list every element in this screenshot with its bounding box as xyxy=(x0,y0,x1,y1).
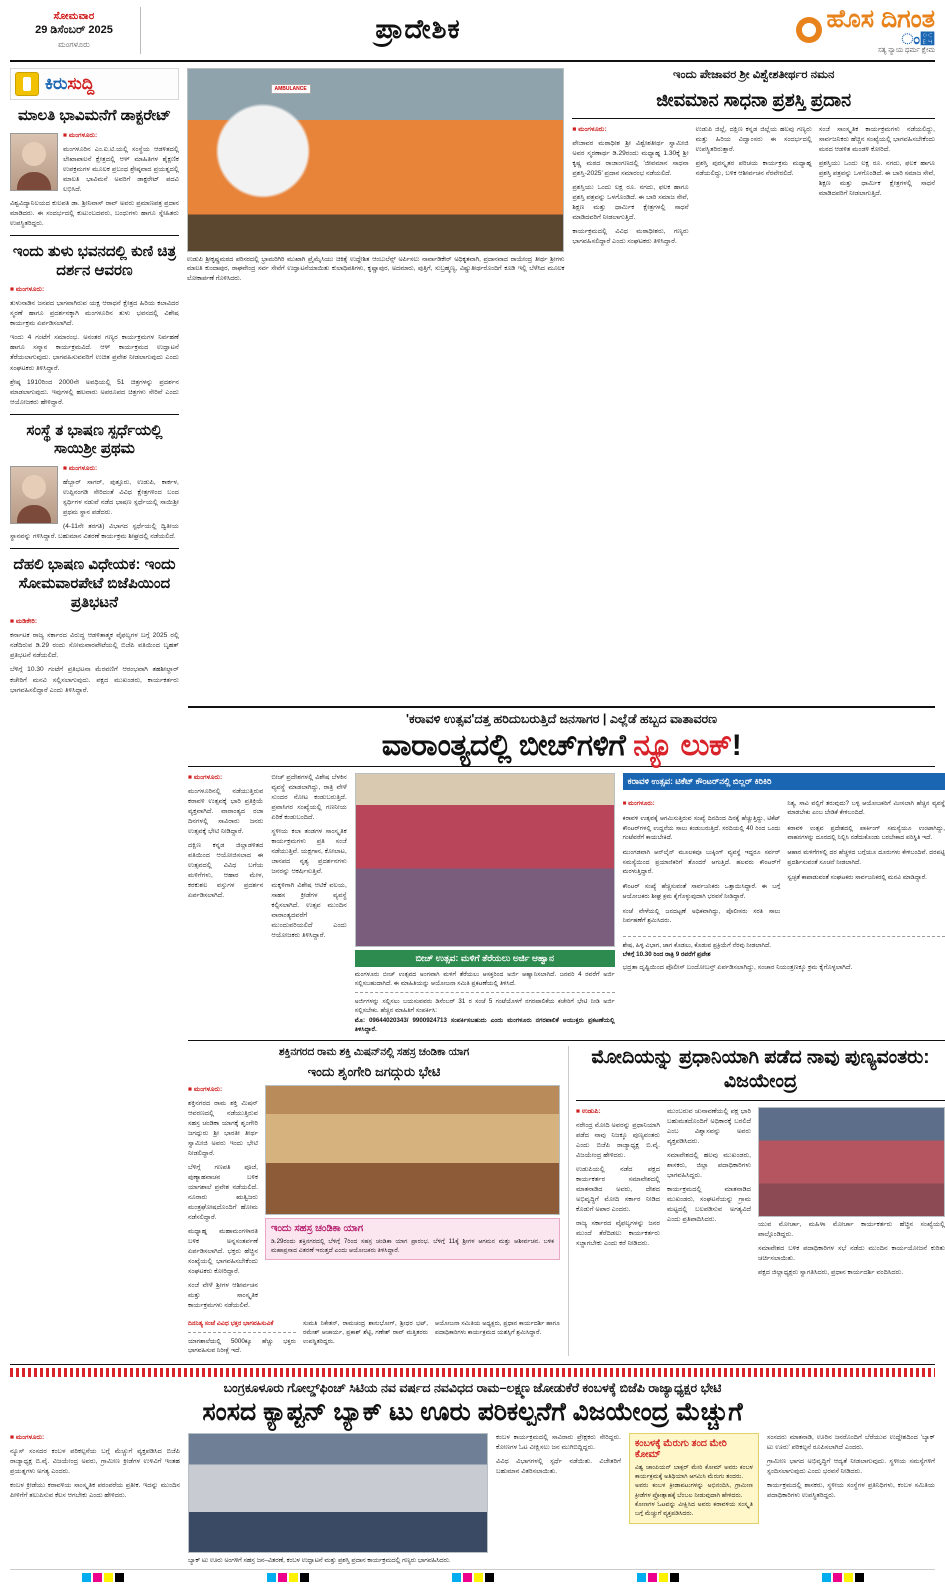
feature-p2: ದಕ್ಷಿಣ ಕನ್ನಡ ಜಿಲ್ಲಾಡಳಿತದ ವತಿಯಿಂದ ಆಯೋಜಿಸಲಾದ ಈ ಉತ್ಸವದಲ್ಲಿ ವಿವಿಧ ಬಗೆಯ ಮಳಿಗೆಗಳು, ಆಹಾರ ಮೇಳ, ಕರಕುಶಲ ವಸ್ತುಗಳ ಪ್ರದರ್ಶನ ಏರ್ಪಡಿಸಲಾಗಿದೆ. xyxy=(188,841,264,899)
band-lead: ಮಂಗಳೂರು: xyxy=(15,1433,45,1441)
yaga-caption-body: ಡಿ.29ರಂದು ಶಕ್ತಿನಗರದಲ್ಲಿ ಬೆಳಿಗ್ಗೆ 7ರಿಂದ ಸಹಸ್ರ ಚಂಡಿಕಾ ಯಾಗ ಪ್ರಾರಂಭ. ಬೆಳಿಗ್ಗೆ 11ಕ್ಕೆ ಶ್ರೀಗಳ ಆಗಮನ ಮತ್ತು ಆಶೀರ್ವಚನ. ಬಳಿಕ ಮಹಾಪ್ರಸಾದ ವಿತರಣೆ ಇರುತ್ತದೆ ಎಂದು ಆಯೋಜಕರು ತಿಳಿಸಿದ್ದಾರೆ. xyxy=(271,1237,554,1254)
yaga-p4: ಸಂಜೆ ವೇಳೆ ಶ್ರೀಗಳ ಆಶೀರ್ವಚನ ಮತ್ತು ಸಾಂಸ್ಕೃತಿಕ ಕಾರ್ಯಕ್ರಮಗಳು ನಡೆಯಲಿವೆ. xyxy=(188,1281,258,1309)
yaga-names-right: ಆಯೋಜನಾ ಸಮಿತಿಯ ಅಧ್ಯಕ್ಷರು, ಪ್ರಧಾನ ಕಾರ್ಯದರ್ಶಿ ಹಾಗೂ ಪದಾಧಿಕಾರಿಗಳು ಕಾರ್ಯಕ್ರಮದ ಯಶಸ್ಸಿಗೆ ಶ್ರಮಿಸಿದ್ದಾರೆ. xyxy=(435,1319,560,1337)
masthead xyxy=(10,0,935,62)
yaga-notes xyxy=(188,1319,560,1356)
yaga-photo xyxy=(265,1085,560,1215)
yaga-p3: ಮಧ್ಯಾಹ್ನ ಮಹಾಮಂಗಳಾರತಿ ಬಳಿಕ ಅನ್ನಸಂತರ್ಪಣೆ ಏರ್ಪಡಿಸಲಾಗಿದೆ. ಭಕ್ತರು ಹೆಚ್ಚಿನ ಸಂಖ್ಯೆಯಲ್ಲಿ ಭಾಗವಹಿಸಬೇಕೆಂದು ಸಂಘಟಕರು ಕೋರಿದ್ದಾರೆ. xyxy=(188,1227,258,1275)
band-yellow-box xyxy=(629,1433,759,1565)
kirusuddi-badge xyxy=(10,68,179,100)
story2-lead: ಮಂಗಳೂರು: xyxy=(15,286,45,294)
yaga-block xyxy=(188,1046,560,1355)
story2-para-1: ತುಳುನಾಡಿನ ಜನಪದ ಭಾಗವಾಗಿರುವ ಯಕ್ಷ ಆರಾಧನೆ ಕ್ಷೇತ್ರದ ಹಿರಿಯ ಕಲಾವಿದರ ಸ್ಮರಣೆ ಹಾಗೂ ಪ್ರದರ್ಶನಕ್ಕಾಗಿ ಮಂಗಳೂರಿನ ತುಳು ಭವನದಲ್ಲಿ ವಿಶೇಷ ಕಾರ್ಯಕ್ರಮ ಏರ್ಪಡಿಸಲಾಗಿದೆ. xyxy=(10,300,179,328)
ticket-a1: ಕರಾವಳಿ ಉತ್ಸವಕ್ಕೆ ಆಗಮಿಸುತ್ತಿರುವ ಸಂಖ್ಯೆ ದಿನದಿಂದ ದಿನಕ್ಕೆ ಹೆಚ್ಚುತ್ತಿದ್ದು, ಟಿಕೆಟ್ ಕೌಂಟರ್‌ಗಳಲ್ಲಿ ಉದ್ದನೆಯ ಸಾಲು ಕಂಡುಬರುತ್ತಿದೆ. ಸರದಿಯಲ್ಲಿ 40 ರಿಂದ ಒಂದು ಗಂಟೆವರೆಗೆ ಕಾಯಬೇಕಿದೆ. xyxy=(622,815,781,841)
band-p6: ಗ್ರಾಮೀಣ ಭಾಗದ ಅಭಿವೃದ್ಧಿಗೆ ಆದ್ಯತೆ ನೀಡಲಾಗುವುದು. ಸ್ಥಳೀಯ ಸಮಸ್ಯೆಗಳಿಗೆ ಸ್ಪಂದಿಸಲಾಗುವುದು ಎಂದು ಭರವಸೆ ನೀಡಿದರು. xyxy=(767,1457,935,1475)
marykom-p2: ಅವರು ಕಂಬಳ ಕ್ರೀಡಾಪಟುಗಳನ್ನು ಅಭಿನಂದಿಸಿ, ಗ್ರಾಮೀಣ ಕ್ರೀಡೆಗಳ ಪ್ರೋತ್ಸಾಹಕ್ಕೆ ಬೆಂಬಲ ನೀಡುವುದಾಗಿ ಹೇಳಿದರು. xyxy=(635,1482,753,1499)
yaga-note-col xyxy=(188,1319,296,1356)
yaga-photo-col xyxy=(265,1085,560,1315)
yaga-p2: ಬೆಳಿಗ್ಗೆ ಗಣಪತಿ ಪೂಜೆ, ಪುಣ್ಯಾಹವಾಚನ ಬಳಿಕ ಯಾಗಶಾಲೆ ಪ್ರವೇಶ ನಡೆಯಲಿದೆ. ನೂರಾರು ಋತ್ವಿಜರು ಮಂತ್ರಘೋಷದೊಂದಿಗೆ ಹೋಮ ನಡೆಸಲಿದ್ದಾರೆ. xyxy=(188,1163,258,1221)
modi-lead: ಉಡುಪಿ: xyxy=(581,1107,601,1115)
yaga-headline: ಇಂದು ಶೃಂಗೇರಿ ಜಗದ್ಗುರು ಭೇಟಿ xyxy=(307,1064,441,1080)
date-block xyxy=(10,7,141,54)
ticket-b3: ಆಹಾರ ಮಳಿಗೆಗಳಲ್ಲಿ ದರ ಹೆಚ್ಚಳದ ಬಗ್ಗೆಯೂ ದೂರುಗಳು ಕೇಳಿಬಂದಿವೆ. ದರಪಟ್ಟಿ ಪ್ರದರ್ಶಿಸುವಂತೆ ಸೂಚನೆ ನೀಡಲಾಗಿದೆ. xyxy=(787,849,945,866)
prashasti-l-p1: ಪೇಜಾವರ ಮಠಾಧೀಶ ಶ್ರೀ ವಿಶ್ವೇಶತೀರ್ಥ ಸ್ವಾಮೀಜಿ ಅವರ ಸ್ಮರಣಾರ್ಥ ಡಿ.29ರಂದು ಮಧ್ಯಾಹ್ನ 1.30ಕ್ಕೆ ಶ್ರೀ ಕೃಷ್ಣ ಮಠದ ರಾಜಾಂಗಣದಲ್ಲಿ 'ಜೀವಮಾನ ಸಾಧನಾ ಪ್ರಶಸ್ತಿ-2025' ಪ್ರದಾನ ಸಮಾರಂಭ ನಡೆಯಲಿದೆ. xyxy=(572,139,689,177)
modi-p6: ಕಾರ್ಯಕ್ರಮದಲ್ಲಿ ಮಾತನಾಡಿದ ಮುಖಂಡರು, ಸಂಘಟನೆಯನ್ನು ಗ್ರಾಮ ಮಟ್ಟದಲ್ಲಿ ಬಲಪಡಿಸುವ ಅಗತ್ಯವಿದೆ ಎಂದು ಪ್ರತಿಪಾದಿಸಿದರು. xyxy=(667,1185,751,1223)
story2-para-3: ಶ್ರೇಷ್ಠ 1910ರಿಂದ 2000ನೇ ಅವಧಿಯಲ್ಲಿ 51 ಚಿತ್ರಗಳನ್ನು ಪ್ರದರ್ಶನ ಮಾಡಲಾಗುವುದು. ಇವುಗಳಲ್ಲಿ ಹಲವಾರು ಅಪರೂಪದ ಚಿತ್ರಗಳು ಸೇರಿವೆ ಎಂದು ಆಯೋಜಕರು ಹೇಳಿದ್ದಾರೆ. xyxy=(10,378,179,406)
story1-lead: ಮಂಗಳೂರು: xyxy=(68,131,98,139)
ticket-box-title: ಕರಾವಳಿ ಉತ್ಸವ: ಟಿಕೆಟ್ ಕೌಂಟರ್‌ನಲ್ಲಿ ಬಿಲ್ಲರ್ ಕಿರಿಕಿರಿ xyxy=(623,773,945,790)
prashasti-col-left xyxy=(572,125,688,251)
feature-block xyxy=(188,706,935,767)
feature-col2-text xyxy=(271,773,346,941)
divider xyxy=(572,118,935,119)
ticket-col-b xyxy=(787,793,945,932)
story1-headline: ಮಾಲತಿ ಭಾವಿಮನೆಗೆ ಡಾಕ್ಟರೇಟ್ xyxy=(17,107,171,124)
prashasti-r-p2: ಪ್ರಶಸ್ತಿಯು ಒಂದು ಲಕ್ಷ ರೂ. ನಗದು, ಫಲಕ ಹಾಗೂ ಪ್ರಶಸ್ತಿ ಪತ್ರವನ್ನು ಒಳಗೊಂಡಿದೆ. ಈ ಬಾರಿ ಸಮಾಜ ಸೇವೆ, ಶಿಕ್ಷಣ ಮತ್ತು ಧಾರ್ಮಿಕ ಕ್ಷೇತ್ರಗಳಲ್ಲಿ ಸಾಧನೆ ಮಾಡಿದವರಿಗೆ ನೀಡಲಾಗುತ್ತಿದೆ. xyxy=(818,159,936,197)
story1-para-1: ಮಂಗಳೂರಿನ ಎಂ.ಐ.ಟಿ.ಯಲ್ಲಿ ಸಂಸ್ಥೆಯ ಆಡಳಿತದಲ್ಲಿ ಲೇಖಾಪಾಲನೆ ಕ್ಷೇತ್ರದಲ್ಲಿ ಆಳ್ ಮಾಹಿತಿಗಳ ಶೈಕ್ಷಣಿಕ ಉಪಕ್ರಮಗಳ ಮೂಲಕ ಪ್ರಬಂಧ ಶ್ರೇಷ್ಠವಾದ ಪ್ರಯತ್ನದಲ್ಲಿ ಮಾಲತಿ ಭಾವಿಮನೆ ಅವರಿಗೆ ಡಾಕ್ಟರೇಟ್ ಪದವಿ ಲಭಿಸಿದೆ. xyxy=(63,145,179,193)
yaga-names-left: ಸುಮತಿ ನಿಕೇತನ್, ರಾಮಚಂದ್ರ ಶಾನುಭೋಗ್, ಶ್ರೀಧರ ಭಟ್, ರಮೇಶ್ ಆಚಾರ್ಯ, ಪ್ರಕಾಶ್ ಶೆಟ್ಟಿ, ಗಣೇಶ್ ರಾವ್ ಮತ್ತಿತರರು ಉಪಸ್ಥಿತರಿದ್ದರು. xyxy=(303,1319,428,1346)
cmyk-marks-2 xyxy=(267,1573,309,1582)
logo-icon xyxy=(796,17,822,43)
feature-lead: ಮಂಗಳೂರು: xyxy=(193,773,223,781)
modi-block xyxy=(568,1046,945,1355)
story1-body xyxy=(10,131,179,229)
divider xyxy=(355,992,615,993)
portrait-photo-1 xyxy=(10,133,58,191)
meeting-photo xyxy=(758,1107,945,1217)
badge-part1: ಕಿರು xyxy=(45,74,68,93)
fair-caption-body: ಮಂಗಳೂರು ಬೀಚ್ ಉತ್ಸವದ ಅಂಗವಾಗಿ ಮಳಿಗೆ ತೆರೆಯಲು ಆಸಕ್ತರಿಂದ ಅರ್ಜಿ ಆಹ್ವಾನಿಸಲಾಗಿದೆ. ಜನವರಿ 4 ರವರೆಗೆ ಅರ್ಜಿ ಸಲ್ಲಿಸಬಹುದಾಗಿದೆ. ಈ ಮಾಹಿತಿಯನ್ನು ಆಯೋಜನಾ ಸಮಿತಿ ಪ್ರಕಟಣೆಯಲ್ಲಿ ತಿಳಿಸಿದೆ. xyxy=(354,970,615,987)
modi-text-col-2 xyxy=(667,1107,751,1282)
ticket-box-columns xyxy=(623,793,945,932)
yaga-columns xyxy=(188,1085,560,1315)
story3-headline: ಸಂಸ್ಥೆ ತ ಭಾಷಣ ಸ್ಪರ್ಧೆಯಲ್ಲಿ ಸಾಯಿಶ್ರೀ ಪ್ರಥಮ xyxy=(26,421,163,458)
story3-body xyxy=(10,464,179,542)
news-icon xyxy=(15,72,39,96)
ticket-b1: ನಿತ್ಯ, ಸಾವಿ ವಲ್ಪಿಗೆ ತರುವುದು? ಬಳ್ಳಿ ಆಯೋಜಕರಿಗೆ ಮೀಸಲಾಗಿ ಹೆಚ್ಚಿನ ವ್ಯವಸ್ಥೆ ಮಾಡಬೇಕು ಎಂಬ ಬೇಡಿಕೆ ಕೇಳಿಬಂದಿದೆ. xyxy=(787,799,945,817)
yaga-caption-title: ಇಂದು ಸಹಸ್ರ ಚಂಡಿಕಾ ಯಾಗ xyxy=(271,1222,364,1234)
story3-para-1: ಹೆಬ್ಬಾರ್ ಸಾಗರ್, ಪುತ್ತೂರು, ಉಡುಪಿ, ಕಾರ್ಕಳ, ಉಪ್ಪಿನಂಗಡಿ ಸೇರಿದಂತೆ ವಿವಿಧ ಕ್ಷೇತ್ರಗಳಿಂದ ಬಂದ ಸ್ಪರ್ಧಿಗಳ ನಡುವೆ ನಡೆದ ಭಾಷಣ ಸ್ಪರ್ಧೆಯಲ್ಲಿ ಸಾಯಿಶ್ರೀ ಪ್ರಥಮ ಸ್ಥಾನ ಪಡೆದರು. xyxy=(63,479,179,517)
cmyk-marks-3 xyxy=(452,1573,494,1582)
ticket-a3: ಕೌಂಟರ್ ಸಂಖ್ಯೆ ಹೆಚ್ಚಿಸುವಂತೆ ಸಾರ್ವಜನಿಕರು ಒತ್ತಾಯಿಸಿದ್ದಾರೆ. ಈ ಬಗ್ಗೆ ಆಯೋಜಕರು ಶೀಘ್ರ ಕ್ರಮ ಕೈಗೊಳ್ಳುವುದಾಗಿ ಭರವಸೆ ನೀಡಿದ್ದಾರೆ. xyxy=(622,883,781,900)
feature-text-col-1 xyxy=(188,773,263,1035)
band-col-3 xyxy=(496,1433,621,1565)
marykom-title: ಕಂಬಳಕ್ಕೆ ಮೆರುಗು ತಂದ ಮೇರಿ ಕೋಮ್ xyxy=(635,1437,727,1460)
fair-caption-title: ಬೀಚ್ ಉತ್ಸವ: ಮಳಿಗೆ ತೆರೆಯಲು ಅರ್ಜಿ ಆಹ್ವಾನ xyxy=(355,950,615,967)
prashasti-m-p2: ಪ್ರಶಸ್ತಿ ಪುರಸ್ಕೃತರ ಪರಿಚಯ ಕಾರ್ಯಕ್ರಮ ಮಧ್ಯಾಹ್ನ ನಡೆಯಲಿದ್ದು, ಬಳಿಕ ಆಶೀರ್ವಚನ ನೆರವೇರಲಿದೆ. xyxy=(695,159,812,177)
band-col3-text xyxy=(496,1433,621,1477)
modi-p7: ಯುವ ಮೋರ್ಚಾ, ಮಹಿಳಾ ಮೋರ್ಚಾ ಕಾರ್ಯಕರ್ತರು ಹೆಚ್ಚಿನ ಸಂಖ್ಯೆಯಲ್ಲಿ ಪಾಲ್ಗೊಂಡಿದ್ದರು. xyxy=(758,1220,945,1238)
prashasti-col-right xyxy=(819,125,935,251)
decor-stripe-1 xyxy=(10,1368,935,1377)
story3-lead: ಮಂಗಳೂರು: xyxy=(68,465,98,473)
brand-logo xyxy=(695,4,935,54)
band-p5: ಸಂಸದರು ಮಾತನಾಡಿ, ಊರಿನ ಜನರೊಂದಿಗೆ ಬೆರೆಯುವ ಉದ್ದೇಶದಿಂದ 'ಬ್ಯಾಕ್ ಟು ಊರು' ಪರಿಕಲ್ಪನೆ ರೂಪಿಸಲಾಗಿದೆ ಎಂದರು. xyxy=(767,1433,935,1451)
color-registration-marks xyxy=(10,1569,935,1584)
ambulance-photo-caption: ಉಡುಪಿ ಶ್ರೀಕೃಷ್ಣಮಠದ ಪರಿಸರದಲ್ಲಿ ಭ್ರಾಮರಿಗಿರಿ ಮುಖಾಗಿ ಪ್ರೈಮೈಸಿಯು ಚಿಕಿತ್ಸೆ ಉದ್ದೇಶಿತ ಆಂಬುಲೆನ್ಸ್ ಅರ್ಪಿಸಲು ನಾರ್ವಾಡಿಕೇರ್ ಅಧಿಕೃತವಾಗಿ, ಪ್ರದಾನವಾದ ರಾಯೇಂದ್ರ ತೀರ್ಥ ಶ್ರೀಗಳು ಮಾಲತಿ ಕುಂದಾಪುರ, ರಾಘವೇಂದ್ರ ಸರ್ವ ಸೇವೆಗೆ ಉದ್ಘಾಟನೆಯಾಯಿತು ಕುಲಾಧಿಪತಿಗಳು, ಕೃಷ್ಣಾಪುರ, ಅದಮಾರು, ಪುತ್ತಿಗೆ, ಸುಬ್ರಹ್ಮಣ್ಯ, ವಿಷ್ಣುತೀರ್ಥರೊಂದಿಗೆ ಕೂಡಿ ಇಲ್ಲಿ ಬೆಳೆಸಿದ ಮೂಲಕ ಲೋಕಾರ್ಪಣೆ ಗೊಳಿಸಿದರು. xyxy=(186,256,565,282)
band-p1: ನ್ಯೂಸ್ ಸಂಸದರ ಕಂಬಳ ಪರಿಕಲ್ಪನೆಯ ಬಗ್ಗೆ ಮೆಚ್ಚುಗೆ ವ್ಯಕ್ತಪಡಿಸಿದ ಬಿಜೆಪಿ ರಾಜ್ಯಾಧ್ಯಕ್ಷ ಬಿ.ವೈ. ವಿಜಯೇಂದ್ರ ಅವರು, ಗ್ರಾಮೀಣ ಕ್ರೀಡೆಗಳ ಉಳಿವಿಗೆ ಇಂತಹ ಪ್ರಯತ್ನಗಳು ಅಗತ್ಯ ಎಂದರು. xyxy=(10,1447,180,1475)
ticket-b2: ಕರಾವಳಿ ಉತ್ಸವ ಪ್ರದೇಶದಲ್ಲಿ ಪಾರ್ಕಿಂಗ್ ಸಮಸ್ಯೆಯೂ ಉಂಟಾಗಿದ್ದು, ವಾಹನಗಳನ್ನು ದೂರದಲ್ಲಿ ನಿಲ್ಲಿಸಿ ನಡೆದುಕೊಂಡು ಬರಬೇಕಾದ ಪರಿಸ್ಥಿತಿ ಇದೆ. xyxy=(787,824,945,841)
feature-col1-text xyxy=(188,773,263,901)
ticket-a2: ಮುಂಗಡವಾಗಿ ಆನ್‌ಲೈನ್ ಮೂಲಕವೂ ಬುಕ್ಕಿಂಗ್ ವ್ಯವಸ್ಥೆ ಇದ್ದರೂ ಸರ್ವರ್ ಸಮಸ್ಯೆಯಿಂದ ಪ್ರಯಾಣಿಕರಿಗೆ ತೊಂದರೆ ಆಗುತ್ತಿದೆ. ಹಲವರು ಕೌಂಟರ್‌ಗೆ ಮರಳುತ್ತಿದ್ದಾರೆ. xyxy=(622,849,781,875)
ambulance-label: AMBULANCE xyxy=(271,84,311,94)
modi-text-col xyxy=(576,1107,660,1282)
yaga-note-body: ಯಾಗಶಾಲೆಯಲ್ಲಿ 5000ಕ್ಕೂ ಹೆಚ್ಚು ಭಕ್ತರು ಭಾಗವಹಿಸುವ ನಿರೀಕ್ಷೆ ಇದೆ. xyxy=(188,1338,296,1355)
modi-columns xyxy=(576,1107,945,1282)
band-kicker: ಬಂಗ್ರಕೂಳೂರು ಗೋಲ್ಡ್‌ಫಿಂಚ್ ಸಿಟಿಯ ನವ ವರ್ಷದ ನವವಿಧದ ರಾಮ–ಲಕ್ಷ್ಮಣ ಜೋಡುಕೆರೆ ಕಂಬಳಕ್ಕೆ ಬಿಜೆಪಿ ರಾಜ್ಯಾಧ್ಯಕ್ಷರ ಭೇಟಿ xyxy=(223,1380,722,1395)
fair-phones: ಮೊ: 09644020343/ 9900924713 ಸಂಪರ್ಕಿಸಬಹುದು ಎಂದು ಮಂಗಳೂರು ನಗರಪಾಲಿಕೆ ಆಯುಕ್ತರು ಪ್ರಕಟಣೆಯಲ್ಲಿ ತಿಳಿಸಿದ್ದಾರೆ. xyxy=(354,1016,615,1034)
prashasti-m-p1: ಉಡುಪಿ ಜಿಲ್ಲೆ, ದಕ್ಷಿಣ ಕನ್ನಡ ಜಿಲ್ಲೆಯ ಹಲವು ಗಣ್ಯರು ಮತ್ತು ಹಿರಿಯ ವಿದ್ವಾಂಸರು ಈ ಸಂದರ್ಭದಲ್ಲಿ ಉಪಸ್ಥಿತರಿರುತ್ತಾರೆ. xyxy=(695,125,812,153)
yaga-note-title: ದಿನನಿತ್ಯ ಸಂಜೆ ವಿವಿಧ ಭಕ್ತರ ಭಾಗವಹಿಸುವಿಕೆ xyxy=(188,1319,274,1327)
top-section xyxy=(10,68,935,700)
ticket-b4: ಸ್ವಚ್ಛತೆ ಕಾಪಾಡುವಂತೆ ಸಂಘಟಕರು ಸಾರ್ವಜನಿಕರಲ್ಲಿ ಮನವಿ ಮಾಡಿದ್ದಾರೆ. xyxy=(787,874,927,882)
band-p3: ಕಂಬಳ ಕಾರ್ಯಕ್ರಮದಲ್ಲಿ ಸಾವಿರಾರು ಪ್ರೇಕ್ಷಕರು ಸೇರಿದ್ದರು. ಕೋಣಗಳ ಓಟ ವೀಕ್ಷಿಸಲು ಜನ ಮುಗಿಬಿದ್ದಿದ್ದರು. xyxy=(496,1433,621,1451)
prashasti-headline: ಜೀವಮಾನ ಸಾಧನಾ ಪ್ರಶಸ್ತಿ ಪ್ರದಾನ xyxy=(656,90,852,111)
feature-p3: ಬೀಚ್ ಪ್ರದೇಶಗಳಲ್ಲಿ ವಿಶೇಷ ಬೆಳಕಿನ ವ್ಯವಸ್ಥೆ ಮಾಡಲಾಗಿದ್ದು, ರಾತ್ರಿ ವೇಳೆ ಸುಂದರ ನೋಟ ಕಂಡುಬರುತ್ತಿದೆ. ಪ್ರವಾಸಿಗರ ಸಂಖ್ಯೆಯಲ್ಲಿ ಗಣನೀಯ ಏರಿಕೆ ಕಂಡುಬಂದಿದೆ. xyxy=(271,773,347,821)
band-p4: ವಿವಿಧ ವಿಭಾಗಗಳಲ್ಲಿ ಸ್ಪರ್ಧೆ ನಡೆಯಿತು. ವಿಜೇತರಿಗೆ ಬಹುಮಾನ ವಿತರಿಸಲಾಯಿತು. xyxy=(496,1457,621,1475)
feature-header xyxy=(188,706,935,767)
ticket-lead: ಮಂಗಳೂರು: xyxy=(628,799,655,807)
prashasti-l-p3: ಕಾರ್ಯಕ್ರಮದಲ್ಲಿ ವಿವಿಧ ಮಠಾಧೀಶರು, ಗಣ್ಯರು ಭಾಗವಹಿಸಲಿದ್ದಾರೆ ಎಂದು ಸಂಘಟಕರು ತಿಳಿಸಿದ್ದಾರೆ. xyxy=(572,228,689,246)
feature-photo-col xyxy=(355,773,615,1035)
prashasti-r-p1: ಸಂಜೆ ಸಾಂಸ್ಕೃತಿಕ ಕಾರ್ಯಕ್ರಮಗಳು ನಡೆಯಲಿದ್ದು, ಸಾರ್ವಜನಿಕರು ಹೆಚ್ಚಿನ ಸಂಖ್ಯೆಯಲ್ಲಿ ಭಾಗವಹಿಸಬೇಕೆಂದು ಮಠದ ಆಡಳಿತ ಮಂಡಳಿ ಕೋರಿದೆ. xyxy=(818,125,936,153)
page-title: ಪ್ರಾದೇಶಿಕ xyxy=(375,14,461,44)
modi-photo-text xyxy=(758,1220,945,1278)
story2-para-2: ಇಂದು 4 ಗಂಟೆಗೆ ಸಮಾರಂಭ. ಅನಂತರ ಗಣ್ಯರ ಕಾರ್ಯಕ್ರಮಗಳ ನಿರ್ವಹಣೆ ಹಾಗೂ ಸನ್ಮಾನ ಕಾರ್ಯಕ್ರಮವಿದೆ. ಆಳ್ ಕಾರ್ಯಕ್ರಮದ ಉದ್ಘಾಟನೆ ತೆರೆಯಲಾಗುವುದು. ಭಾಗವಹಿಸುವವರಿಗೆ ಉಚಿತ ಪ್ರವೇಶ ನೀಡಲಾಗುವುದು ಎಂದು ಸಂಘಟಕರು ತಿಳಿಸಿದ್ದಾರೆ. xyxy=(10,334,179,372)
brand-sub: ಂ಴ xyxy=(901,30,935,48)
edition-city: ಮಂಗಳೂರು xyxy=(58,39,90,49)
feature-headline-end: ! xyxy=(731,728,742,762)
group-photo xyxy=(188,1433,488,1553)
badge-part2: ಸುದ್ದಿ xyxy=(67,74,95,93)
yaga-text-col xyxy=(188,1085,258,1315)
story4-body xyxy=(10,617,179,695)
story2-headline: ಇಂದು ತುಳು ಭವನದಲ್ಲಿ ಕುಣಿ ಚಿತ್ರ ದರ್ಶನ ಆವರಣ xyxy=(12,242,177,279)
band-col-1 xyxy=(10,1433,180,1565)
prashasti-kicker: ಇಂದು ಪೇಜಾವರ ಶ್ರೀ ವಿಶ್ವೇಶತೀರ್ಥರ ನಮನ xyxy=(673,69,835,81)
ticket-a4: ಸಂಜೆ ವೇಳೆಯಲ್ಲಿ ಜನದಟ್ಟಣೆ ಅಧಿಕವಾಗಿದ್ದು, ಪೊಲೀಸರು ಸರತಿ ಸಾಲು ನಿರ್ವಹಣೆಗೆ ಶ್ರಮಿಸಿದರು. xyxy=(622,908,781,925)
prashasti-lead: ಮಂಗಳೂರು: xyxy=(578,125,607,133)
story2-body xyxy=(10,285,179,407)
modi-p8: ಸಮಾವೇಶದ ಬಳಿಕ ಪದಾಧಿಕಾರಿಗಳ ಸಭೆ ನಡೆದು ಮುಂದಿನ ಕಾರ್ಯಯೋಜನೆ ಕುರಿತು ಚರ್ಚಿಸಲಾಯಿತು. xyxy=(758,1244,945,1262)
band-p2: ಕಂಬಳ ಕ್ರೀಡೆಯು ಕರಾವಳಿಯ ಸಾಂಸ್ಕೃತಿಕ ಪರಂಪರೆಯ ಪ್ರತೀಕ. ಇದನ್ನು ಮುಂದಿನ ಪೀಳಿಗೆಗೆ ತಲುಪಿಸುವ ಕೆಲಸ ಆಗಬೇಕು ಎಂದು ಹೇಳಿದರು. xyxy=(10,1481,180,1499)
band-col5-text xyxy=(767,1433,935,1501)
story4-headline: ದೆಹಲಿ ಭಾಷಣ ವಿಧೇಯಕ: ಇಂದು ಸೋಮವಾರಪೇಟೆ ಬಿಜೆಪಿಯಿಂದ ಪ್ರತಿಭಟನೆ xyxy=(13,556,176,611)
ticket-footer: ಶೇಷ, ಹಿಳ್ಳಿ ವಿಭಾಗ, ಜಾಗ ಕೊಡಲು, ಕೊಡುವ ಪ್ರಕ್ರಿಯೆಗೆ ನೆರವು ನೀಡಲಾಗಿದೆ. xyxy=(622,941,771,949)
feature-p5: ಮಕ್ಕಳಿಗಾಗಿ ವಿಶೇಷ ಆಟಿಕೆ ವಲಯ, ಸಾಹಸ ಕ್ರೀಡೆಗಳ ವ್ಯವಸ್ಥೆ ಕಲ್ಪಿಸಲಾಗಿದೆ. ಉತ್ಸವ ಮುಂದಿನ ವಾರಾಂತ್ಯದವರೆಗೆ ಮುಂದುವರಿಯಲಿದೆ ಎಂದು ಆಯೋಜಕರು ತಿಳಿಸಿದ್ದಾರೆ. xyxy=(271,881,347,939)
marykom-p3: ಕೋಣಗಳ ಓಟವನ್ನು ವೀಕ್ಷಿಸಿದ ಅವರು ಕರಾವಳಿಯ ಸಂಸ್ಕೃತಿ ಬಗ್ಗೆ ಮೆಚ್ಚುಗೆ ವ್ಯಕ್ತಪಡಿಸಿದರು. xyxy=(635,1500,753,1518)
modi-p3: ರಾಜ್ಯ ಸರ್ಕಾರದ ವೈಫಲ್ಯಗಳನ್ನು ಜನರ ಮುಂದೆ ತೆರೆದಿಡಲು ಕಾರ್ಯಕರ್ತರು ಸಜ್ಜಾಗಬೇಕು ಎಂದು ಕರೆ ನೀಡಿದರು. xyxy=(576,1219,660,1247)
ambulance-photo xyxy=(187,68,565,252)
modi-p1: ನರೇಂದ್ರ ಮೋದಿ ಅವರನ್ನು ಪ್ರಧಾನಿಯಾಗಿ ಪಡೆದ ನಾವು ನಿಜಕ್ಕೂ ಪುಣ್ಯವಂತರು ಎಂದು ಬಿಜೆಪಿ ರಾಜ್ಯಾಧ್ಯಕ್ಷ ಬಿ.ವೈ. ವಿಜಯೇಂದ್ರ ಹೇಳಿದರು. xyxy=(576,1121,660,1159)
column-top-photo xyxy=(187,68,565,700)
group-photo-caption: ಬ್ಯಾಕ್ ಟು ಊರು ಅಂಗಳಿಗೆ ಸಹಸ್ರ ಜನ–ವಿತರಣೆ, ಕಂಬಳ ಉದ್ಘಾಟನೆ ಮತ್ತು ಪ್ರಶಸ್ತಿ ಪ್ರದಾನ ಕಾರ್ಯಕ್ರಮದಲ್ಲಿ ಗಣ್ಯರು ಭಾಗವಹಿಸಿದರು. xyxy=(188,1556,451,1564)
yaga-kicker: ಶಕ್ತಿನಗರದ ರಾಮ ಶಕ್ತಿ ಮಿಷನ್‌ನಲ್ಲಿ ಸಹಸ್ರ ಚಂಡಿಕಾ ಯಾಗ xyxy=(278,1046,470,1059)
feature-p1: ಮಂಗಳೂರಿನಲ್ಲಿ ನಡೆಯುತ್ತಿರುವ ಕರಾವಳಿ ಉತ್ಸವಕ್ಕೆ ಭಾರಿ ಪ್ರತಿಕ್ರಿಯೆ ವ್ಯಕ್ತವಾಗಿದೆ. ವಾರಾಂತ್ಯದ ರಜಾ ದಿನಗಳಲ್ಲಿ ಸಾವಿರಾರು ಜನರು ಉತ್ಸವಕ್ಕೆ ಭೇಟಿ ನೀಡಿದ್ದಾರೆ. xyxy=(188,787,264,835)
marykom-p1: ವಿಶ್ವ ಚಾಂಪಿಯನ್ ಬಾಕ್ಸರ್ ಮೇರಿ ಕೋಮ್ ಅವರು ಕಂಬಳ ಕಾರ್ಯಕ್ರಮಕ್ಕೆ ಅತಿಥಿಯಾಗಿ ಆಗಮಿಸಿ ಮೆರುಗು ತಂದರು. xyxy=(635,1463,753,1481)
feature-headline xyxy=(188,729,935,763)
band-columns xyxy=(10,1433,935,1565)
cmyk-marks-4 xyxy=(637,1573,679,1582)
modi-photo-col xyxy=(758,1107,945,1282)
band-photo-col xyxy=(188,1433,488,1565)
marykom-box xyxy=(629,1433,759,1524)
feature-headline-red: ನ್ಯೂ ಲುಕ್ xyxy=(633,728,732,762)
ticket-box-col xyxy=(623,773,945,1035)
ticket-timing: ಬೆಳಿಗ್ಗೆ 10.30 ರಿಂದ ರಾತ್ರಿ 9 ರವರೆಗೆ ಪ್ರವೇಶ xyxy=(622,951,711,959)
divider xyxy=(10,235,179,236)
divider xyxy=(10,548,179,549)
modi-headline: ಮೋದಿಯನ್ನು ಪ್ರಧಾನಿಯಾಗಿ ಪಡೆದ ನಾವು ಪುಣ್ಯವಂತರು: ವಿಜಯೇಂದ್ರ xyxy=(591,1047,930,1093)
portrait-photo-2 xyxy=(10,466,58,524)
feature-body-row xyxy=(188,773,945,1035)
divider xyxy=(10,414,179,415)
modi-p5: ಸಮಾವೇಶದಲ್ಲಿ ಹಲವು ಮುಖಂಡರು, ಶಾಸಕರು, ಜಿಲ್ಲಾ ಪದಾಧಿಕಾರಿಗಳು ಭಾಗವಹಿಸಿದ್ದರು. xyxy=(667,1151,751,1179)
middle-row xyxy=(188,1040,945,1355)
divider xyxy=(576,1100,945,1101)
band-col1-text xyxy=(10,1433,180,1501)
bottom-band xyxy=(10,1364,935,1584)
story4-lead: ಮಡಿಕೇರಿ: xyxy=(15,618,38,626)
cmyk-marks-5 xyxy=(822,1573,864,1582)
column-prashasti xyxy=(572,68,935,700)
date-full: 29 ಡಿಸೆಂಬರ್ 2025 xyxy=(35,23,113,36)
band-headline: ಸಂಸದ ಕ್ಯಾಪ್ಟನ್ ಬ್ಯಾಕ್ ಟು ಊರು ಪರಿಕಲ್ಪನೆಗೆ ವಿಜಯೇಂದ್ರ ಮೆಚ್ಚುಗೆ xyxy=(202,1397,743,1426)
story1-para-2: ವಿಶ್ವವಿದ್ಯಾನಿಲಯದ ಕುಲಪತಿ ಡಾ. ಶ್ರೀನಿವಾಸ್ ರಾವ್ ಅವರು ಪ್ರಮಾಣಪತ್ರ ಪ್ರದಾನ ಮಾಡಿದರು. ಈ ಸಂದರ್ಭದಲ್ಲಿ ಕುಟುಂಬದವರು, ಬಂಧುಗಳು ಹಾಗೂ ಸ್ನೇಹಿತರು ಉಪಸ್ಥಿತರಿದ್ದರು. xyxy=(10,199,179,227)
brand-tagline: ಸತ್ಯ ನ್ಯಾಯ ಧರ್ಮ ಕ್ಷೇಮ xyxy=(877,46,935,54)
prashasti-col-mid xyxy=(696,125,812,251)
story3-para-2: (4-11ನೇ ತರಗತಿ) ವಿಭಾಗದ ಸ್ಪರ್ಧೆಯಲ್ಲಿ ದ್ವಿತೀಯ ಸ್ಥಾನವನ್ನು ಗಳಿಸಿದ್ದಾರೆ. ಬಹುಮಾನ ವಿತರಣೆ ಕಾರ್ಯಕ್ರಮ ಶೀಘ್ರದಲ್ಲಿ ನಡೆಯಲಿದೆ. xyxy=(10,523,179,541)
divider xyxy=(623,936,945,937)
divider xyxy=(188,1332,296,1333)
column-kirusuddi xyxy=(10,68,179,700)
feature-p4: ಸ್ಥಳೀಯ ಕಲಾ ತಂಡಗಳ ಸಾಂಸ್ಕೃತಿಕ ಕಾರ್ಯಕ್ರಮಗಳು ಪ್ರತಿ ಸಂಜೆ ನಡೆಯುತ್ತಿವೆ. ಯಕ್ಷಗಾನ, ಕೋಲಾಟ, ಜಾನಪದ ನೃತ್ಯ ಪ್ರದರ್ಶನಗಳು ಜನರನ್ನು ಆಕರ್ಷಿಸುತ್ತಿವೆ. xyxy=(271,827,347,875)
feature-text-col-2 xyxy=(271,773,346,1035)
band-p7: ಕಾರ್ಯಕ್ರಮದಲ್ಲಿ ಶಾಸಕರು, ಸ್ಥಳೀಯ ಸಂಸ್ಥೆಗಳ ಪ್ರತಿನಿಧಿಗಳು, ಕಂಬಳ ಸಮಿತಿಯ ಪದಾಧಿಕಾರಿಗಳು ಉಪಸ್ಥಿತರಿದ್ದರು. xyxy=(767,1481,935,1499)
feature-p6: ಭದ್ರತಾ ದೃಷ್ಟಿಯಿಂದ ಪೊಲೀಸ್ ಬಂದೋಬಸ್ತ್ ಏರ್ಪಡಿಸಲಾಗಿದ್ದು, ಸಂಚಾರ ನಿಯಂತ್ರಣಕ್ಕೂ ಕ್ರಮ ಕೈಗೊಳ್ಳಲಾಗಿದೆ. xyxy=(622,963,853,971)
brand-name: ಹೊಸ ದಿಗಂತ xyxy=(826,4,935,33)
fair-photo xyxy=(355,773,615,947)
story4-para-2: ಬೆಳಿಗ್ಗೆ 10.30 ಗಂಟೆಗೆ ಪ್ರತಿಭಟನಾ ಮೆರವಣಿಗೆ ಆರಂಭವಾಗಿ ತಹಶೀಲ್ದಾರ್ ಕಚೇರಿಗೆ ಮನವಿ ಸಲ್ಲಿಸಲಾಗುವುದು. ಪಕ್ಷದ ಮುಖಂಡರು, ಕಾರ್ಯಕರ್ತರು ಭಾಗವಹಿಸಲಿದ್ದಾರೆ ಎಂದು ತಿಳಿಸಿದ್ದಾರೆ. xyxy=(10,666,179,694)
yaga-caption-box xyxy=(265,1218,560,1261)
date-day: ಸೋಮವಾರ xyxy=(53,10,95,22)
story4-para-1: ಕರ್ನಾಟಕ ರಾಜ್ಯ ಸರ್ಕಾರದ ವಿರುದ್ಧ ಆಡಳಿತಾತ್ಮಕ ವೈಫಲ್ಯಗಳ ಬಗ್ಗೆ 2025 ರಲ್ಲಿ ನಡೆದಿರುವ ಡಿ.29 ರಂದು ಸೋಮವಾರಪೇಟೆಯಲ್ಲಿ ಬಿಜೆಪಿ ವತಿಯಿಂದ ಬೃಹತ್ ಪ್ರತಿಭಟನೆ ನಡೆಯಲಿದೆ. xyxy=(10,632,179,660)
cmyk-marks-1 xyxy=(82,1573,124,1582)
prashasti-l-p2: ಪ್ರಶಸ್ತಿಯು ಒಂದು ಲಕ್ಷ ರೂ. ನಗದು, ಫಲಕ ಹಾಗೂ ಪ್ರಶಸ್ತಿ ಪತ್ರವನ್ನು ಒಳಗೊಂಡಿದೆ. ಈ ಬಾರಿ ಸಮಾಜ ಸೇವೆ, ಶಿಕ್ಷಣ ಮತ್ತು ಧಾರ್ಮಿಕ ಕ್ಷೇತ್ರಗಳಲ್ಲಿ ಸಾಧನೆ ಮಾಡಿದವರಿಗೆ ನೀಡಲಾಗುತ್ತಿದೆ. xyxy=(572,183,689,221)
yaga-lead: ಮಂಗಳೂರು: xyxy=(193,1085,223,1093)
fair-contact-note: ಅರ್ಜಿಗಳನ್ನು ಸಲ್ಲಿಸಲು ಬಯಸುವವರು ಡಿಸೆಂಬರ್ 31 ರ ಸಂಜೆ 5 ಗಂಟೆಯೊಳಗೆ ನಗರಪಾಲಿಕೆಯ ಕಚೇರಿಗೆ ಭೇಟಿ ನೀಡಿ ಅರ್ಜಿ ಸಲ್ಲಿಸಬೇಕು. ಹೆಚ್ಚಿನ ಮಾಹಿತಿಗೆ ಸಂಪರ್ಕಿಸಿ: xyxy=(354,998,615,1015)
modi-p2: ಉಡುಪಿಯಲ್ಲಿ ನಡೆದ ಪಕ್ಷದ ಕಾರ್ಯಕರ್ತರ ಸಮಾವೇಶದಲ್ಲಿ ಮಾತನಾಡಿದ ಅವರು, ದೇಶದ ಅಭಿವೃದ್ಧಿಗೆ ಮೋದಿ ಸರ್ಕಾರ ನೀಡಿದ ಕೊಡುಗೆ ಅಪಾರ ಎಂದರು. xyxy=(576,1165,660,1213)
ticket-col-a xyxy=(623,793,781,932)
modi-p4: ಮುಂಬರುವ ಚುನಾವಣೆಯಲ್ಲಿ ಪಕ್ಷ ಭಾರಿ ಬಹುಮತದೊಂದಿಗೆ ಅಧಿಕಾರಕ್ಕೆ ಬರಲಿದೆ ಎಂಬ ವಿಶ್ವಾಸವನ್ನು ಅವರು ವ್ಯಕ್ತಪಡಿಸಿದರು. xyxy=(667,1107,751,1145)
prashasti-columns xyxy=(572,125,935,251)
band-col-5 xyxy=(767,1433,935,1565)
feature-headline-part1: ವಾರಾಂತ್ಯದಲ್ಲಿ ಬೀಚ್‌ಗಳಿಗೆ xyxy=(381,728,634,762)
feature-kicker: 'ಕರಾವಳಿ ಉತ್ಸವ'ದತ್ತ ಹರಿದುಬರುತ್ತಿದೆ ಜನಸಾಗರ | ಎಲ್ಲೆಡೆ ಹಬ್ಬದ ವಾತಾವರಣ xyxy=(405,711,717,726)
modi-p9: ಪಕ್ಷದ ಜಿಲ್ಲಾಧ್ಯಕ್ಷರು ಸ್ವಾಗತಿಸಿದರು, ಪ್ರಧಾನ ಕಾರ್ಯದರ್ಶಿ ವಂದಿಸಿದರು. xyxy=(758,1268,904,1276)
yaga-p1: ಶಕ್ತಿನಗರದ ರಾಮ ಶಕ್ತಿ ಮಿಷನ್ ಆವರಣದಲ್ಲಿ ನಡೆಯುತ್ತಿರುವ ಸಹಸ್ರ ಚಂಡಿಕಾ ಯಾಗಕ್ಕೆ ಶೃಂಗೇರಿ ಜಗದ್ಗುರು ಶ್ರೀ ಭಾರತೀ ತೀರ್ಥ ಸ್ವಾಮೀಜಿ ಅವರು ಇಂದು ಭೇಟಿ ನೀಡಲಿದ್ದಾರೆ. xyxy=(188,1099,258,1157)
